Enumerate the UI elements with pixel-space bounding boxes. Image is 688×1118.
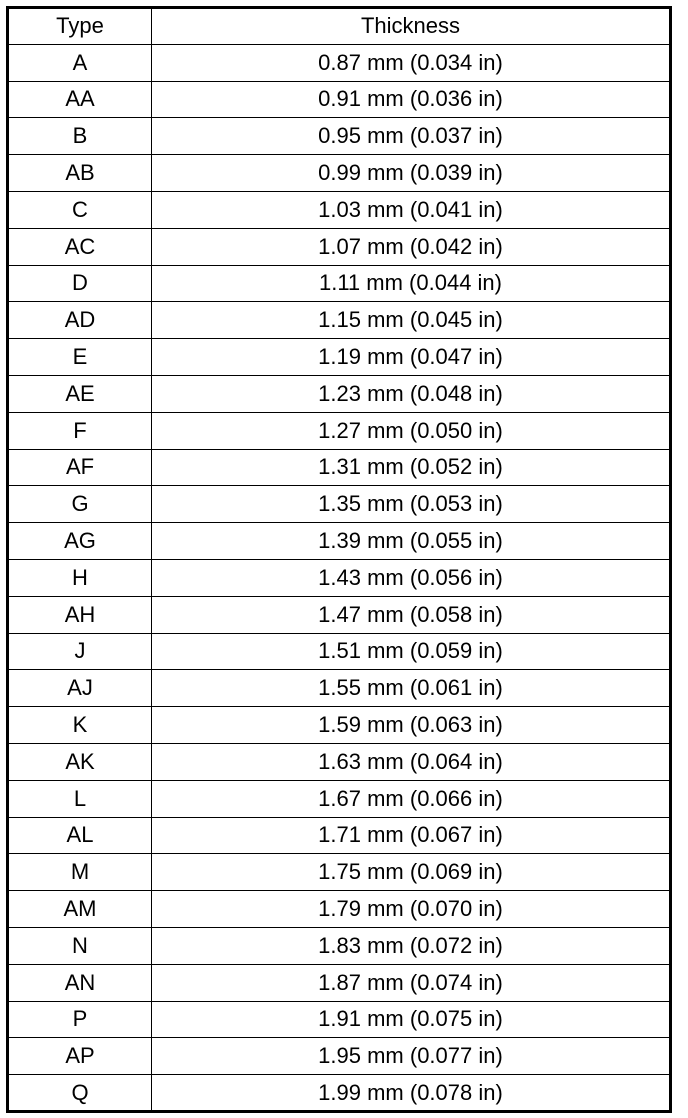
table-row bbox=[8, 228, 671, 265]
table-row bbox=[8, 1038, 671, 1075]
type-cell: AJ bbox=[8, 670, 152, 707]
thickness-cell: 1.63 mm (0.064 in) bbox=[152, 743, 671, 780]
type-cell: C bbox=[8, 191, 152, 228]
type-cell: P bbox=[8, 1001, 152, 1038]
table-row bbox=[8, 743, 671, 780]
table-row bbox=[8, 964, 671, 1001]
table-row bbox=[8, 854, 671, 891]
type-cell: AP bbox=[8, 1038, 152, 1075]
type-cell: AL bbox=[8, 817, 152, 854]
thickness-cell: 1.79 mm (0.070 in) bbox=[152, 891, 671, 928]
type-cell: AD bbox=[8, 302, 152, 339]
type-cell: AE bbox=[8, 375, 152, 412]
thickness-cell: 1.47 mm (0.058 in) bbox=[152, 596, 671, 633]
table-row bbox=[8, 817, 671, 854]
thickness-cell: 1.71 mm (0.067 in) bbox=[152, 817, 671, 854]
thickness-cell: 1.55 mm (0.061 in) bbox=[152, 670, 671, 707]
type-cell: G bbox=[8, 486, 152, 523]
thickness-cell: 1.91 mm (0.075 in) bbox=[152, 1001, 671, 1038]
type-cell: D bbox=[8, 265, 152, 302]
thickness-table bbox=[6, 6, 672, 1113]
type-cell: J bbox=[8, 633, 152, 670]
thickness-cell: 1.03 mm (0.041 in) bbox=[152, 191, 671, 228]
thickness-cell: 1.11 mm (0.044 in) bbox=[152, 265, 671, 302]
column-header-type: Type bbox=[8, 8, 152, 45]
type-cell: AM bbox=[8, 891, 152, 928]
thickness-cell: 1.51 mm (0.059 in) bbox=[152, 633, 671, 670]
type-cell: F bbox=[8, 412, 152, 449]
table-row bbox=[8, 523, 671, 560]
type-cell: AA bbox=[8, 81, 152, 118]
column-header-thickness: Thickness bbox=[152, 8, 671, 45]
table-row bbox=[8, 81, 671, 118]
type-cell: H bbox=[8, 559, 152, 596]
type-cell: M bbox=[8, 854, 152, 891]
thickness-cell: 1.23 mm (0.048 in) bbox=[152, 375, 671, 412]
table-row bbox=[8, 155, 671, 192]
table-header-row bbox=[8, 8, 671, 45]
type-cell: AG bbox=[8, 523, 152, 560]
table-row bbox=[8, 1075, 671, 1112]
thickness-cell: 1.15 mm (0.045 in) bbox=[152, 302, 671, 339]
thickness-cell: 0.99 mm (0.039 in) bbox=[152, 155, 671, 192]
table-row bbox=[8, 118, 671, 155]
type-cell: AH bbox=[8, 596, 152, 633]
thickness-cell: 0.95 mm (0.037 in) bbox=[152, 118, 671, 155]
table-row bbox=[8, 339, 671, 376]
type-cell: K bbox=[8, 707, 152, 744]
type-cell: AN bbox=[8, 964, 152, 1001]
table-row bbox=[8, 412, 671, 449]
type-cell: E bbox=[8, 339, 152, 376]
type-cell: AC bbox=[8, 228, 152, 265]
table-row bbox=[8, 191, 671, 228]
table-row bbox=[8, 780, 671, 817]
table-row bbox=[8, 670, 671, 707]
thickness-cell: 0.87 mm (0.034 in) bbox=[152, 44, 671, 81]
thickness-cell: 1.59 mm (0.063 in) bbox=[152, 707, 671, 744]
table-body bbox=[8, 44, 671, 1111]
table-row bbox=[8, 486, 671, 523]
table-row bbox=[8, 375, 671, 412]
thickness-cell: 1.43 mm (0.056 in) bbox=[152, 559, 671, 596]
type-cell: A bbox=[8, 44, 152, 81]
table-row bbox=[8, 302, 671, 339]
thickness-cell: 1.87 mm (0.074 in) bbox=[152, 964, 671, 1001]
thickness-cell: 1.99 mm (0.078 in) bbox=[152, 1075, 671, 1112]
table-row bbox=[8, 265, 671, 302]
table-row bbox=[8, 596, 671, 633]
table-row bbox=[8, 633, 671, 670]
thickness-cell: 1.27 mm (0.050 in) bbox=[152, 412, 671, 449]
type-cell: AK bbox=[8, 743, 152, 780]
type-cell: Q bbox=[8, 1075, 152, 1112]
thickness-cell: 1.35 mm (0.053 in) bbox=[152, 486, 671, 523]
thickness-cell: 1.67 mm (0.066 in) bbox=[152, 780, 671, 817]
type-cell: AB bbox=[8, 155, 152, 192]
type-cell: L bbox=[8, 780, 152, 817]
type-cell: B bbox=[8, 118, 152, 155]
table-row bbox=[8, 891, 671, 928]
type-cell: N bbox=[8, 927, 152, 964]
table-row bbox=[8, 44, 671, 81]
table-row bbox=[8, 449, 671, 486]
thickness-cell: 0.91 mm (0.036 in) bbox=[152, 81, 671, 118]
table-row bbox=[8, 927, 671, 964]
thickness-cell: 1.83 mm (0.072 in) bbox=[152, 927, 671, 964]
thickness-cell: 1.95 mm (0.077 in) bbox=[152, 1038, 671, 1075]
table-row bbox=[8, 707, 671, 744]
type-cell: AF bbox=[8, 449, 152, 486]
table-row bbox=[8, 559, 671, 596]
thickness-cell: 1.07 mm (0.042 in) bbox=[152, 228, 671, 265]
thickness-cell: 1.75 mm (0.069 in) bbox=[152, 854, 671, 891]
thickness-cell: 1.31 mm (0.052 in) bbox=[152, 449, 671, 486]
thickness-cell: 1.39 mm (0.055 in) bbox=[152, 523, 671, 560]
thickness-cell: 1.19 mm (0.047 in) bbox=[152, 339, 671, 376]
table-row bbox=[8, 1001, 671, 1038]
